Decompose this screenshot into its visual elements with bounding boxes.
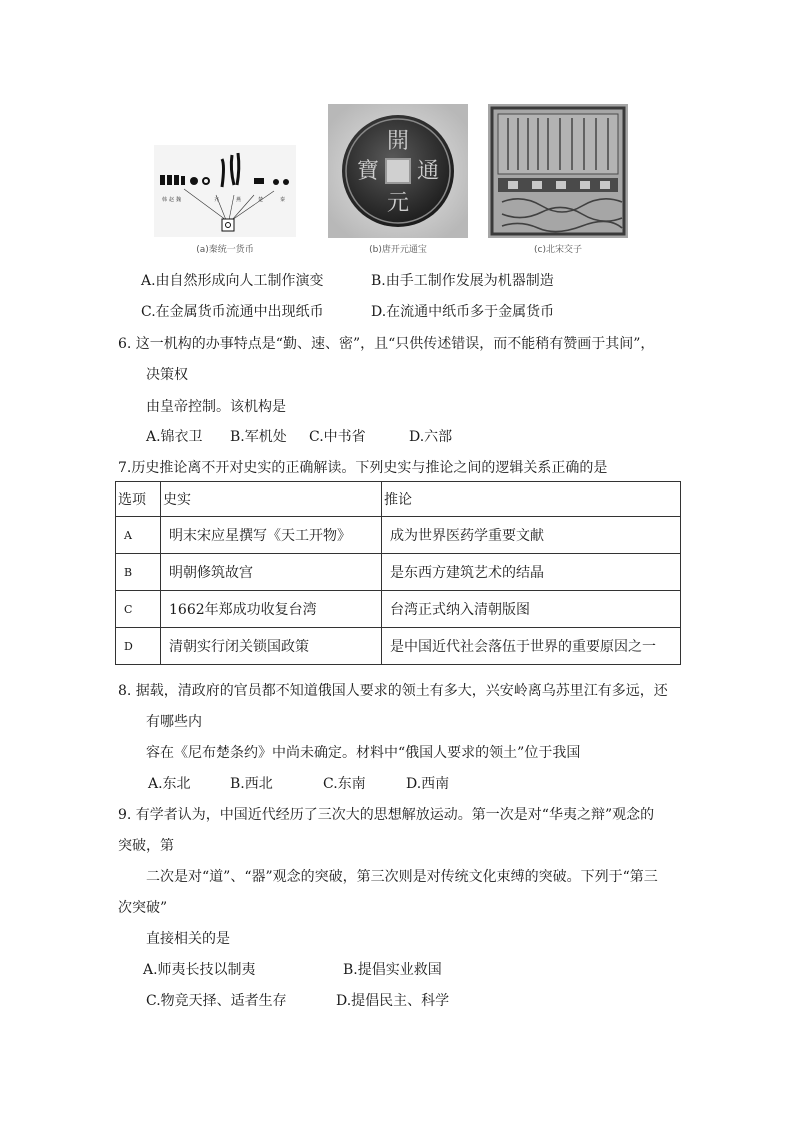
q6-option-d: D.六部 — [409, 429, 453, 445]
image-jiaozi — [488, 104, 628, 238]
coin-char-left: 寶 — [356, 159, 380, 184]
table-cell: 1662年郑成功收复台湾 — [161, 591, 382, 628]
table-header-cell: 推论 — [382, 482, 681, 517]
qin-state-labels: 韩 赵 魏 — [162, 197, 182, 203]
q7-stem: 7.历史推论离不开对史实的正确解读。下列史实与推论之间的逻辑关系正确的是 — [118, 460, 608, 476]
q9-stem-line4: 次突破” — [118, 900, 168, 916]
svg-text:秦: 秦 — [280, 197, 286, 203]
qin-currency-illustration — [154, 145, 296, 237]
q6-option-a: A.锦衣卫 — [146, 429, 203, 445]
jiaozi-illustration — [488, 104, 628, 238]
coin-char-top: 開 — [386, 129, 410, 154]
q9-option-c: C.物竞天择、适者生存 — [146, 993, 287, 1009]
q9-stem-line1: 9. 有学者认为，中国近代经历了三次大的思想解放运动。第一次是对“华夷之辩”观念的 — [118, 807, 655, 823]
table-row — [116, 554, 681, 591]
q8-option-d: D.西南 — [406, 776, 450, 792]
image-kaiyuan-coin — [328, 104, 468, 238]
q8-option-c: C.东南 — [323, 776, 366, 792]
table-cell: 成为世界医药学重要文献 — [382, 517, 681, 554]
q8-stem-line3: 容在《尼布楚条约》中尚未确定。材料中“俄国人要求的领土”位于我国 — [146, 745, 581, 761]
caption-jiaozi: (c)北宋交子 — [534, 245, 582, 255]
svg-text:燕: 燕 — [236, 197, 242, 203]
caption-qin-currency: (a)秦统一货币 — [196, 245, 254, 255]
table-header-cell: 选项 — [116, 482, 161, 517]
svg-text:齐: 齐 — [214, 197, 220, 203]
table-cell: 台湾正式纳入清朝版图 — [382, 591, 681, 628]
table-cell: 清朝实行闭关锁国政策 — [161, 628, 382, 665]
q9-stem-line3: 二次是对“道”、“器”观念的突破，第三次则是对传统文化束缚的突破。下列于“第三 — [146, 869, 658, 885]
q6-stem-line2: 决策权 — [146, 367, 188, 383]
q8-stem-line2: 有哪些内 — [146, 714, 202, 730]
q6-stem-line1: 6. 这一机构的办事特点是“勤、速、密”，且“只供传述错误，而不能稍有赞画于其间”， — [118, 336, 655, 352]
q6-option-c: C.中书省 — [309, 429, 366, 445]
table-row — [116, 591, 681, 628]
q8-option-a: A.东北 — [148, 776, 191, 792]
q6-option-b: B.军机处 — [230, 429, 287, 445]
q9-option-a: A.师夷长技以制夷 — [143, 962, 256, 978]
svg-text:楚: 楚 — [258, 197, 264, 203]
table-row — [116, 517, 681, 554]
q9-stem-line2: 突破，第 — [118, 838, 174, 854]
q6-stem-line3: 由皇帝控制。该机构是 — [146, 399, 286, 415]
q9-stem-line5: 直接相关的是 — [146, 931, 230, 947]
kaiyuan-coin-illustration — [328, 104, 468, 238]
q8-option-b: B.西北 — [230, 776, 273, 792]
table-cell: D — [116, 628, 161, 665]
q9-option-d: D.提倡民主、科学 — [336, 993, 450, 1009]
q5-option-a: A.由自然形成向人工制作演变 — [141, 273, 324, 289]
table-row — [116, 628, 681, 665]
q5-option-b: B.由手工制作发展为机器制造 — [371, 273, 554, 289]
coin-char-right: 通 — [416, 159, 440, 184]
table-cell: 是中国近代社会落伍于世界的重要原因之一 — [382, 628, 681, 665]
table-header-row — [116, 482, 681, 517]
q7-table — [115, 481, 681, 665]
table-cell: 明朝修筑故宫 — [161, 554, 382, 591]
q5-option-d: D.在流通中纸币多于金属货币 — [371, 304, 555, 320]
table-cell: B — [116, 554, 161, 591]
table-cell: A — [116, 517, 161, 554]
coin-char-bottom: 元 — [386, 191, 410, 216]
table-header-cell: 史实 — [161, 482, 382, 517]
q9-option-b: B.提倡实业救国 — [343, 962, 442, 978]
table-cell: C — [116, 591, 161, 628]
table-cell: 是东西方建筑艺术的结晶 — [382, 554, 681, 591]
q5-option-c: C.在金属货币流通中出现纸币 — [141, 304, 324, 320]
caption-kaiyuan-coin: (b)唐开元通宝 — [369, 245, 427, 255]
image-qin-currency — [154, 145, 296, 237]
table-cell: 明末宋应星撰写《天工开物》 — [161, 517, 382, 554]
q8-stem-line1: 8. 据载，清政府的官员都不知道俄国人要求的领土有多大，兴安岭离乌苏里江有多远，还 — [118, 683, 668, 699]
